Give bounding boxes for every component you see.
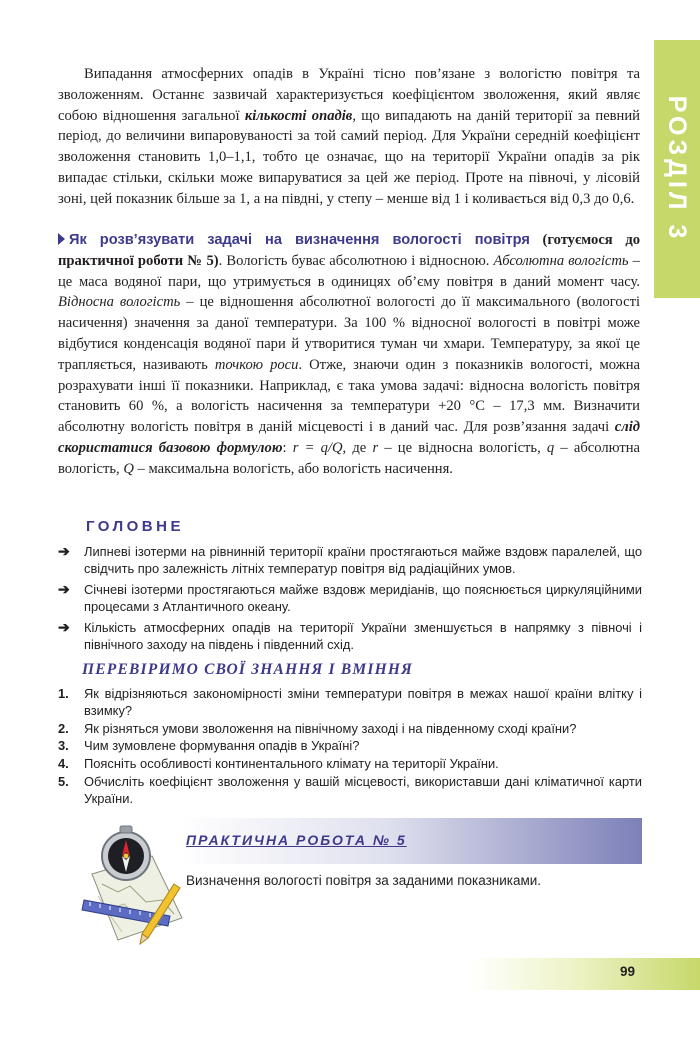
list-item: 3. Чим зумовлене формування опадів в Україні? [58,738,360,754]
arrow-right-icon: ➔ [58,581,70,597]
humidity-task-paragraph: Як розв’язувати задачі на визначення вологості повітря (готуємося до практичної роботи № 5). Вологість буває абсолютною і відносною. Абсолютна вологість – це маса водяної пари, що утримується в одиницях об’єму повітря в даний момент часу. Відносна вологість – це відношення абсолютної вологості до її максимального (вологості насичення) значення за даної температури. За 100 % відносної вологості в повітрі може відбутися конденсація водяної пари й утворитися туман чи хмари. Температуру, за якої це трапляється, називають точкою роси. Отже, знаючи один з показників вологості, можна розрахувати інші її показники. Наприклад, є така умова задачі: відносна вологість повітря становить 60 %, а вологість насичення за температури +20 °С – 17,3 мм. Визначити абсолютну вологість повітря в даній місцевості і в даний час. Для розв’язання задачі слід скористатися базовою формулою: r = q/Q, де r – це відносна вологість, q – абсолютна вологість, Q – максимальна вологість, або вологість насичення. [58,232,641,477]
intro-paragraph: Випадання атмосферних опадів в Україні тісно пов’язане з вологістю повітря та зволоженням. Останнє зазвичай характеризується коефіцієнтом зволоження, який являє собою відношення загальної кількості опадів, що випадають на даній території за певний період, до величини випаровуваності за той самий період. Для України середній коефіцієнт зволоження становить 1,0–1,1, тобто це означає, що на території України опадів за рік випадає стільки, скільки може випаруватися за цей же період. Проте на півночі, у лісовій зоні, цей показник більше за 1, а на півдні, у степу – менше від 1 і коливається від 0,3 до 0,6. [58,66,640,207]
term-precipitation: кількості опадів [244,107,353,124]
task-heading-note: (готуємося до практичної роботи № 5) [58,232,640,269]
footer-bar [470,958,700,990]
practical-work-title: ПРАКТИЧНА РОБОТА № 5 [186,832,407,848]
list-item: 4. Поясніть особливості континентального клімату на території України. [58,756,499,772]
arrow-right-icon: ➔ [58,543,70,559]
main-points-title: ГОЛОВНЕ [86,518,184,535]
list-item: ➔ Липневі ізотерми на рівнинній території країни простягаються майже вздовж паралелей, що свідчить про залежність літніх температур повітря від радіаційних умов. [58,543,642,576]
list-item: 1. Як відрізняються закономірності зміни температури повітря в межах нашої країни влітку і взимку? [58,686,642,718]
main-points-list [58,543,642,657]
formula: r = q/Q [292,439,343,456]
term-relative-humidity: Відносна вологість [58,294,181,311]
compass-map-pencil-icon [78,822,190,946]
list-item: ➔ Січневі ізотерми простягаються майже вздовж меридіанів, що пояснюється циркуляційними процесами з Атлантичного океану. [58,581,642,614]
page-number: 99 [620,964,636,979]
list-item: 5. Обчисліть коефіцієнт зволоження у вашій місцевості, використавши дані кліматичної карти України. [58,773,642,806]
list-item: 2. Як різняться умови зволоження на північному заході і на південному сході країни? [58,720,577,736]
list-item: ➔ Кількість атмосферних опадів на території України зменшується в напрямку з півночі і північного заходу на південь і південний схід. [58,619,642,652]
section-tab [654,40,700,298]
section-tab-label: РОЗДІЛ 3 [663,95,692,243]
task-heading: Як розв’язувати задачі на визначення вологості повітря [58,232,530,248]
term-base-formula: слід скористатися базовою формулою [58,419,640,456]
bullet-triangle-icon [58,233,65,245]
questions-list [58,686,642,809]
term-dew-point: точкою роси [214,356,299,373]
check-knowledge-title: ПЕРЕВІРИМО СВОЇ ЗНАННЯ І ВМІННЯ [82,661,413,678]
term-absolute-humidity: Абсолютна вологість [493,252,629,269]
arrow-right-icon: ➔ [58,619,70,635]
practical-work-text: Визначення вологості повітря за заданими показниками. [186,873,542,888]
